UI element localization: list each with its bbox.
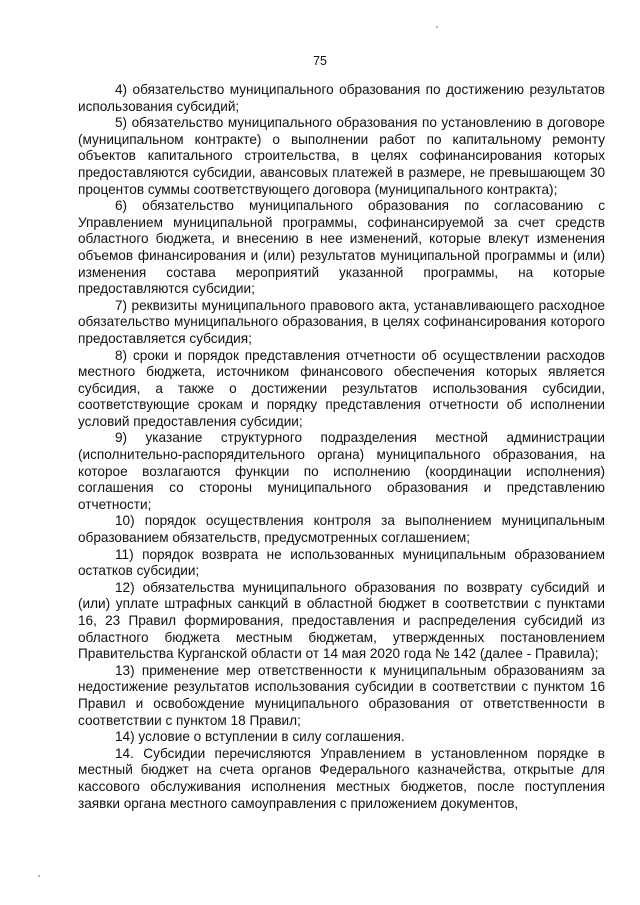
document-body	[78, 82, 605, 812]
paragraph-item-9: 9) указание структурного подразделения местной администрации (исполнительно-распорядительного органа) муниципального образования, на которое возлагаются функции по исполнению (координации исполнения) соглашения со стороны муниципального образования и представлению отчетности;	[78, 430, 605, 512]
paragraph-item-10: 10) порядок осуществления контроля за выполнением муниципальным образованием обязательств, предусмотренных соглашением;	[78, 513, 605, 546]
paragraph-item-11: 11) порядок возврата не использованных муниципальным образованием остатков субсидии;	[78, 546, 605, 579]
scan-speck	[38, 875, 40, 877]
page-number: 75	[313, 54, 327, 68]
paragraph-item-7: 7) реквизиты муниципального правового акта, устанавливающего расходное обязательство муниципального образования, в целях софинансирования которого предоставляется субсидия;	[78, 297, 605, 346]
paragraph-section-14: 14. Субсидии перечисляются Управлением в установленном порядке в местный бюджет на счета органов Федерального казначейства, открытые для кассового обслуживания исполнения местных бюджетов, после поступления заявки органа местного самоуправления с приложением документов,	[78, 745, 605, 811]
paragraph-item-13: 13) применение мер ответственности к муниципальным образованиям за недостижение результатов использования субсидии в соответствии с пунктом 16 Правил и освобождение муниципального образования от ответственности в соответствии с пунктом 18 Правил;	[78, 662, 605, 728]
paragraph-item-4: 4) обязательство муниципального образования по достижению результатов использования субсидий;	[78, 82, 605, 114]
paragraph-item-6: 6) обязательство муниципального образования по согласованию с Управлением муниципальной программы, софинансируемой за счет средств областного бюджета, и внесению в нее изменений, которые влекут изменения объемов финансирования и (или) результатов муниципальной программы и (или) изменения состава мероприятий указанной программы, на которые предоставляются субсидии;	[78, 198, 605, 297]
paragraph-item-12: 12) обязательства муниципального образования по возврату субсидий и (или) уплате штрафных санкций в областной бюджет в соответствии с пунктами 16, 23 Правил формирования, предоставления и распределения субсидий из областного бюджета местным бюджетам, утвержденных постановлением Правительства Курганской области от 14 мая 2020 года № 142 (далее - Правила);	[78, 579, 605, 662]
paragraph-item-5: 5) обязательство муниципального образования по установлению в договоре (муниципальном контракте) о выполнении работ по капитальному ремонту объектов капитального строительства, в целях софинансирования которых предоставляются субсидии, авансовых платежей в размере, не превышающем 30 процентов суммы соответствующего договора (муниципального контракта);	[78, 115, 605, 197]
paragraph-item-14: 14) условие о вступлении в силу соглашения.	[115, 729, 405, 745]
paragraph-item-8: 8) сроки и порядок представления отчетности об осуществлении расходов местного бюджета, источником финансового обеспечения которых является субсидия, а также о достижении результатов использования субсидии, соответствующие срокам и порядку представления отчетности об исполнении условий предоставления субсидии;	[78, 347, 605, 429]
scan-speck	[436, 26, 438, 28]
